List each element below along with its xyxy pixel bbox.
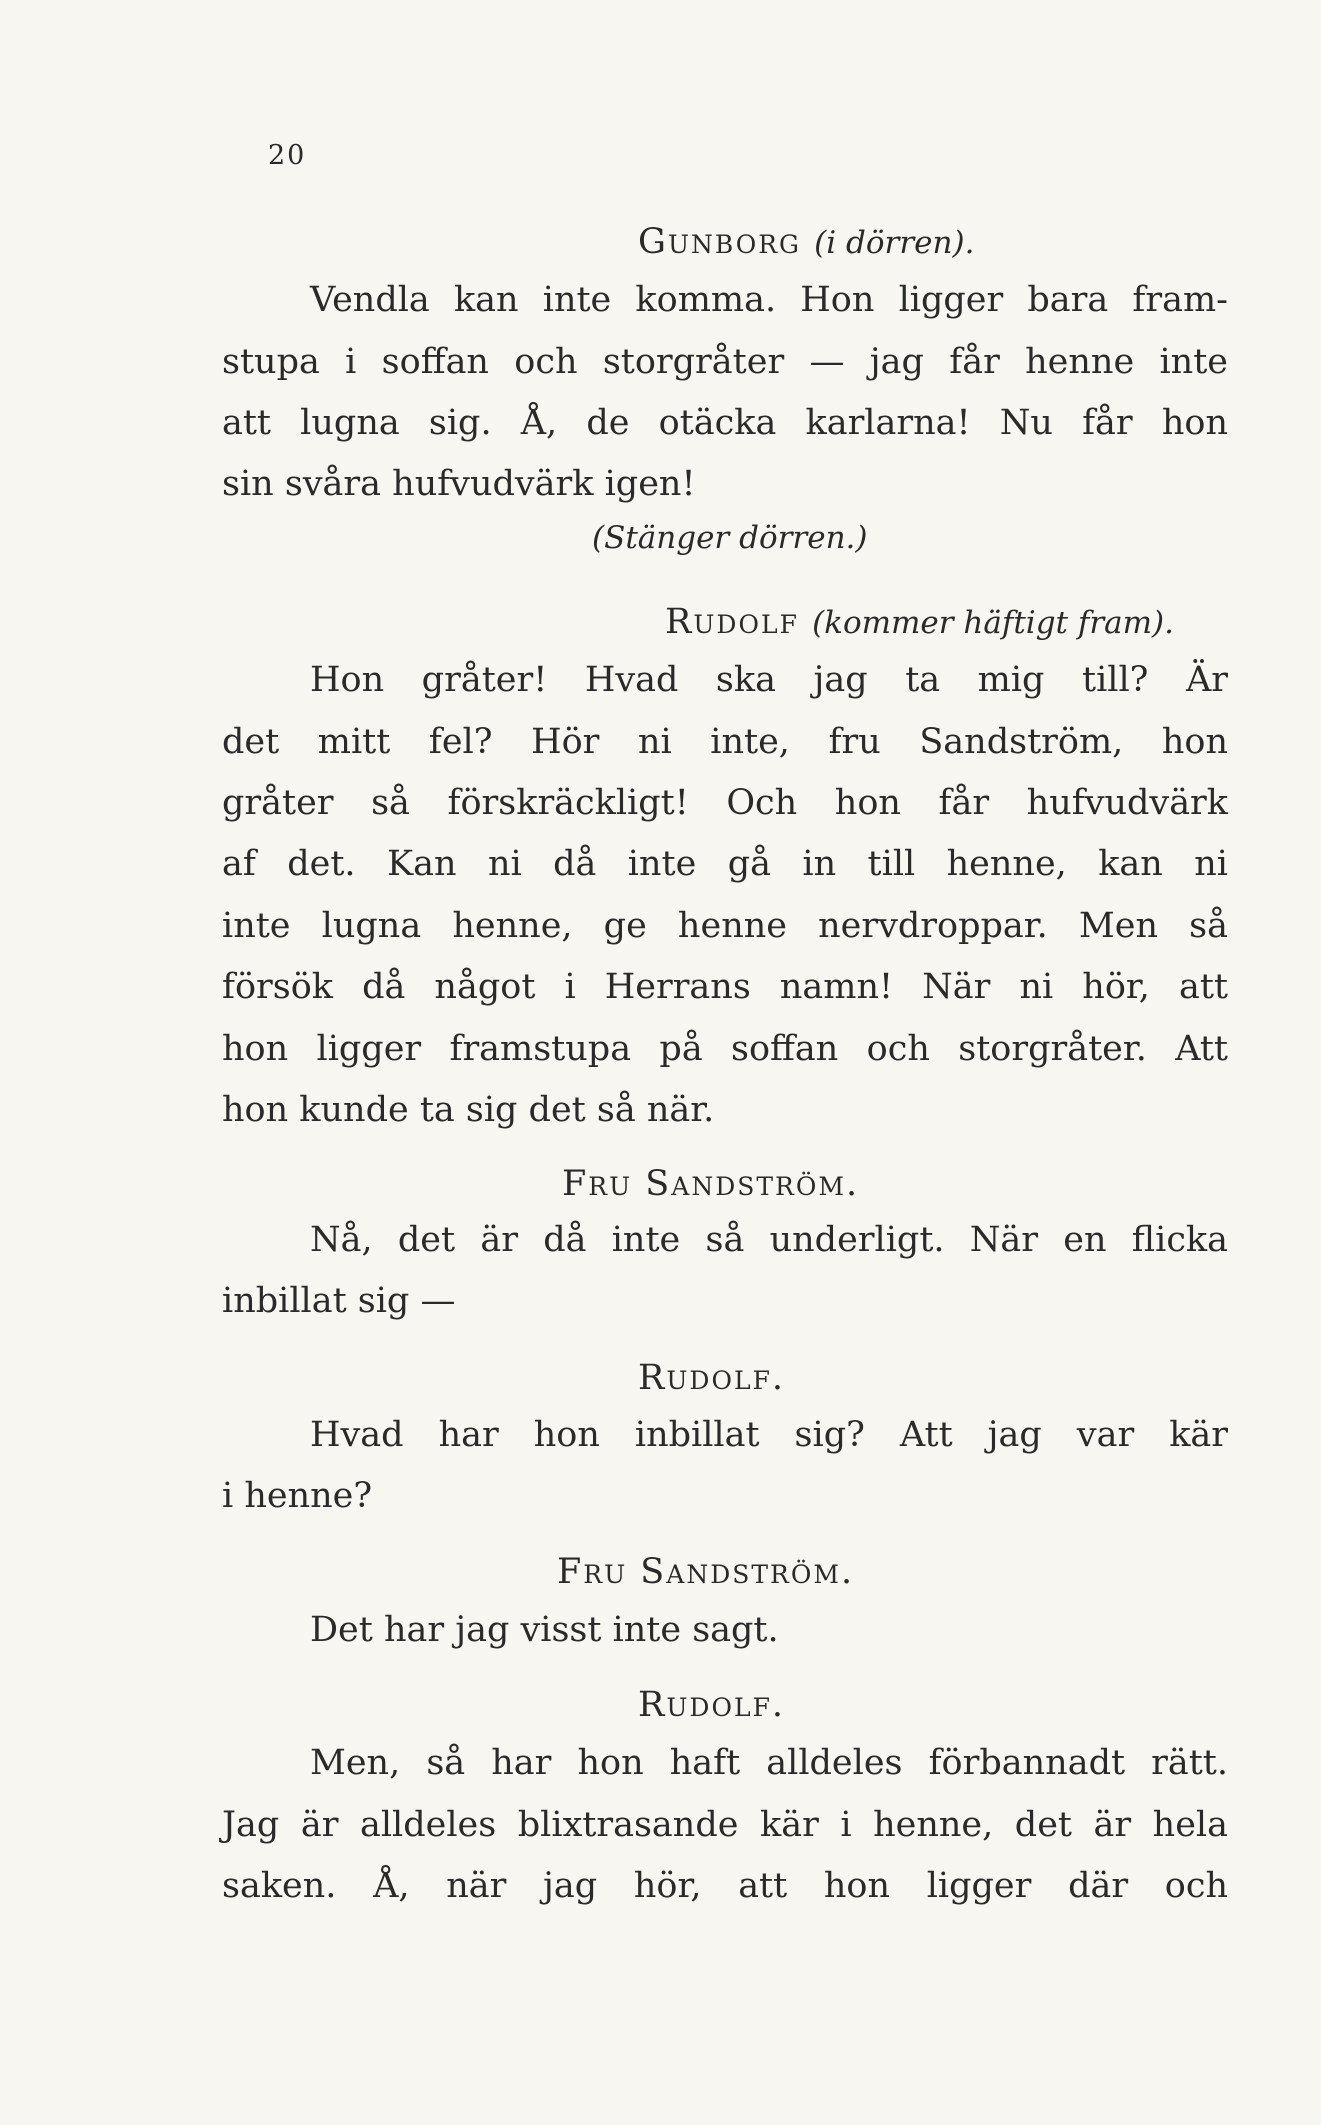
speech-line: Hvad har hon inbillat sig? Att jag var kär (310, 1415, 1228, 1455)
speech-line: Det har jag visst inte sagt. (310, 1610, 779, 1650)
speech-line: det mitt fel? Hör ni inte, fru Sandström, hon (222, 722, 1228, 762)
speech-line: Hon gråter! Hvad ska jag ta mig till? Är (310, 660, 1228, 700)
speech-line: Jag är alldeles blixtrasande kär i henne, det är hela (222, 1805, 1228, 1845)
speaker-heading (638, 1356, 785, 1400)
speaker-heading (638, 1683, 785, 1727)
speaker-name: Rudolf. (638, 1685, 786, 1725)
speaker-name: Fru Sandström. (557, 1552, 855, 1592)
speech-line: i henne? (222, 1476, 373, 1516)
speech-line: af det. Kan ni då inte gå in till henne, kan ni (222, 844, 1228, 884)
stage-direction: (i dörren). (814, 225, 975, 261)
speech-line: hon kunde ta sig det så när. (222, 1090, 715, 1130)
speaker-name: Fru Sandström. (562, 1164, 860, 1204)
speaker-heading (665, 600, 1174, 644)
speech-line: inte lugna henne, ge henne nervdroppar. Men så (222, 906, 1228, 946)
speaker-heading (638, 220, 974, 264)
speech-line: stupa i soffan och storgråter — jag får henne inte (222, 342, 1228, 382)
speech-line: saken. Å, när jag hör, att hon ligger där och (222, 1866, 1228, 1906)
speech-line: att lugna sig. Å, de otäcka karlarna! Nu får hon (222, 403, 1228, 443)
page-number: 20 (268, 140, 307, 171)
speech-line: försök då något i Herrans namn! När ni hör, att (222, 967, 1228, 1007)
speech-line: sin svåra hufvudvärk igen! (222, 464, 696, 504)
speech-line: hon ligger framstupa på soffan och storgråter. Att (222, 1029, 1228, 1069)
speaker-name: Rudolf. (638, 1358, 786, 1398)
speaker-heading (557, 1550, 854, 1594)
stage-direction: (kommer häftigt fram). (812, 605, 1174, 641)
speech-line: inbillat sig — (222, 1281, 456, 1321)
speech-line: Nå, det är då inte så underligt. När en flicka (310, 1220, 1228, 1260)
speaker-heading (562, 1162, 859, 1206)
speech-line: Men, så har hon haft alldeles förbannadt rätt. (310, 1743, 1228, 1783)
speech-line: Vendla kan inte komma. Hon ligger bara fram- (310, 280, 1228, 320)
speaker-name: Rudolf (665, 602, 799, 642)
speech-line: gråter så förskräckligt! Och hon får hufvudvärk (222, 783, 1228, 823)
stage-direction: (Stänger dörren.) (592, 520, 868, 556)
speaker-name: Gunborg (638, 222, 802, 262)
